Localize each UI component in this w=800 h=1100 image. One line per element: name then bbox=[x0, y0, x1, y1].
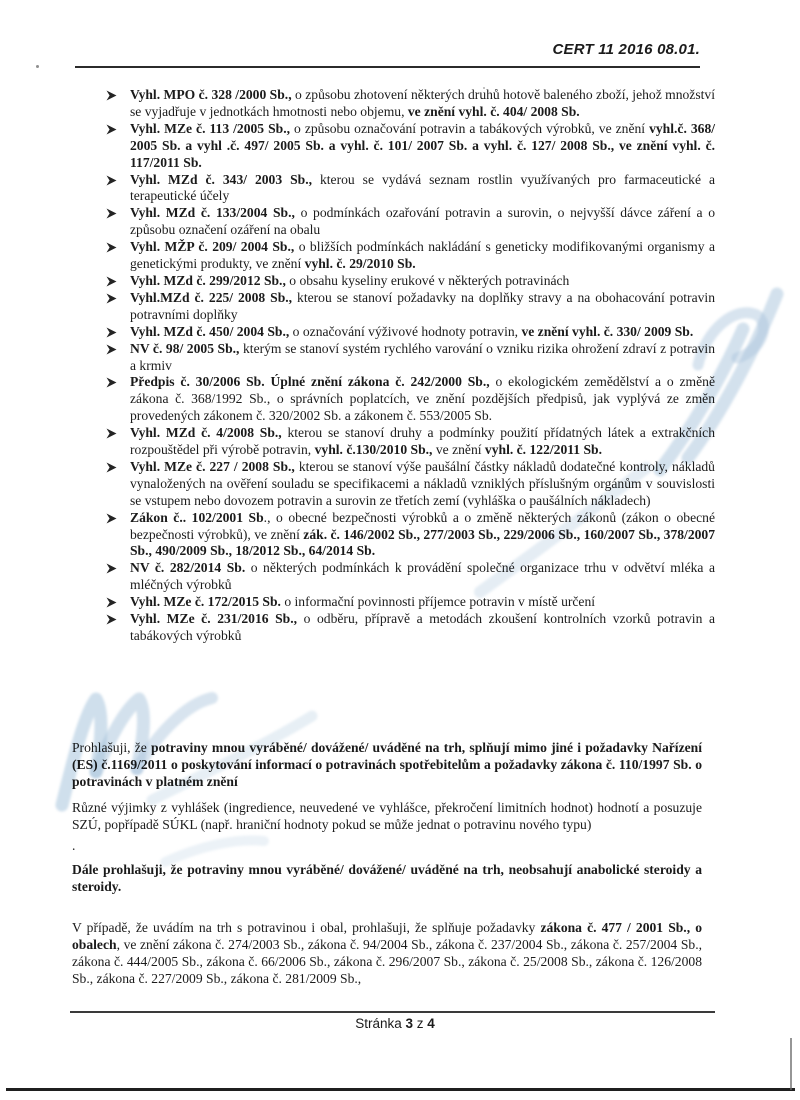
bullet-arrowhead-right-icon bbox=[106, 594, 130, 608]
text-segment: kterým se stanoví systém rychlého varování o vzniku rizika ohrožení zdraví z potravin a krmiv bbox=[130, 340, 715, 373]
regulation-list bbox=[106, 87, 715, 645]
bullet-arrowhead-right-icon bbox=[106, 510, 130, 524]
bold-text-segment: zák. č. 146/2002 Sb., 277/2003 Sb., 229/2006 Sb., 160/2007 Sb., 378/2007 Sb., 490/2009 Sb., 18/2012 Sb., 64/2014 Sb. bbox=[130, 526, 716, 559]
regulation-item bbox=[106, 459, 715, 510]
bullet-arrowhead-right-icon bbox=[106, 121, 130, 135]
bold-text-segment: Dále prohlašuji, že potraviny mnou vyráběné/ dovážené/ uváděné na trh, neobsahují anabolické steroidy a steroidy. bbox=[72, 862, 702, 895]
bold-text-segment: zákona č. 477 / 2001 Sb., o obalech bbox=[72, 920, 702, 953]
bold-text-segment: vyhl. č. 29/2010 Sb. bbox=[304, 256, 416, 272]
bold-text-segment: vyhl.č. 368/ 2005 Sb. a vyhl .č. 497/ 2005 Sb. a vyhl. č. 101/ 2007 Sb. a vyhl. č. 127/ 2008 Sb., ve znění vyhl. č. 117/2011 Sb. bbox=[130, 120, 716, 170]
text-segment: Prohlašuji, že bbox=[72, 740, 152, 755]
bold-text-segment: potraviny mnou vyráběné/ dovážené/ uváděné na trh, splňují mimo jiné i požadavky Nařízení (ES) č.1169/2011 o poskytování informací o potravinách spotřebitelům a požadavky zákona č. 110/1997 Sb. o potravinách v platném znění bbox=[72, 740, 702, 789]
regulation-text bbox=[130, 341, 715, 375]
declaration-paragraphs bbox=[72, 740, 702, 988]
text-segment: o ekologickém zemědělství a o změně zákona č. 368/1992 Sb., o správních poplatcích, ve znění pozdějších předpisů, jak vyplývá ze změn provedených zákonem č. 320/2002 Sb. a zákonem č. 553/2005 Sb. bbox=[130, 374, 715, 424]
bullet-arrowhead-right-icon bbox=[106, 459, 130, 473]
footer-total-pages: 4 bbox=[427, 1016, 435, 1031]
text-segment: o některých podmínkách k provádění společné organizace trhu v odvětví mléka a mléčných výrobků bbox=[130, 560, 715, 593]
regulation-text bbox=[130, 205, 715, 239]
regulation-text bbox=[130, 594, 715, 611]
header-divider bbox=[75, 66, 700, 68]
bullet-arrowhead-right-icon bbox=[106, 341, 130, 355]
regulation-item bbox=[106, 611, 715, 645]
text-segment: Různé výjimky z vyhlášek (ingredience, neuvedené ve vyhlášce, překročení limitních hodnot) hodnotí a posuzuje SZÚ, popřípadě SÚKL (např. hraniční hodnoty pokud se může jednat o potravinu nového typu) bbox=[72, 799, 702, 832]
regulation-item bbox=[106, 239, 715, 273]
regulation-item bbox=[106, 510, 715, 561]
page-number-label bbox=[0, 1016, 790, 1031]
regulation-text bbox=[130, 273, 715, 290]
bold-text-segment: ve znění vyhl. č. 330/ 2009 Sb. bbox=[521, 323, 694, 339]
text-segment: o odběru, přípravě a metodách zkoušení kontrolních vzorků potravin a tabákových výrobků bbox=[130, 611, 715, 643]
bold-text-segment: Vyhl. MŽP č. 209/ 2004 Sb., bbox=[130, 239, 295, 255]
bullet-arrowhead-right-icon bbox=[106, 172, 130, 186]
regulation-item bbox=[106, 87, 715, 121]
bullet-arrowhead-right-icon bbox=[106, 324, 130, 338]
bold-text-segment: Vyhl. MZd č. 343/ 2003 Sb., bbox=[130, 171, 313, 187]
regulation-text bbox=[130, 459, 715, 510]
bold-text-segment: Vyhl.MZd č. 225/ 2008 Sb., bbox=[130, 289, 293, 305]
text-segment: kterou se stanoví výše paušální částky nákladů dodatečné kontroly, nákladů vynaložených na ověření souladu se specifikacemi a nákladů vzniklých příslušným orgánům v souvislosti se vstupem nebo dovozem potravin a surovin ze třetích zemí (vyhláška o paušálních nákladech) bbox=[130, 458, 715, 508]
regulation-item bbox=[106, 172, 715, 206]
regulation-item bbox=[106, 205, 715, 239]
bold-text-segment: Vyhl. MZd č. 450/ 2004 Sb., bbox=[130, 323, 290, 339]
regulation-item bbox=[106, 324, 715, 341]
footer-separator: z bbox=[413, 1016, 428, 1031]
text-segment: kterou se stanoví požadavky na doplňky stravy a na obohacování potravin potravními doplňky bbox=[130, 289, 715, 322]
regulation-item bbox=[106, 374, 715, 425]
footer-divider bbox=[70, 1011, 715, 1013]
text-segment: V případě, že uvádím na trh s potravinou i obal, prohlašuji, že splňuje požadavky bbox=[72, 920, 541, 936]
declaration-paragraph bbox=[72, 838, 702, 855]
text-segment: kterou se stanoví druhy a podmínky použití přídatných látek a extrakčních rozpouštědel při výrobě potravin, bbox=[130, 425, 716, 458]
regulation-text bbox=[130, 290, 715, 324]
bullet-arrowhead-right-icon bbox=[106, 273, 130, 287]
bold-text-segment: NV č. 98/ 2005 Sb., bbox=[130, 340, 240, 356]
page-bottom-scan-edge bbox=[6, 1088, 795, 1091]
bold-text-segment: Vyhl. MZe č. 172/2015 Sb. bbox=[130, 594, 281, 610]
bold-text-segment: Vyhl. MZd č. 133/2004 Sb., bbox=[130, 205, 295, 221]
regulation-item bbox=[106, 121, 715, 172]
bold-text-segment: Vyhl. MPO č. 328 /2000 Sb., bbox=[130, 87, 292, 102]
bullet-arrowhead-right-icon bbox=[106, 611, 130, 625]
bold-text-segment: Vyhl. MZd č. 4/2008 Sb., bbox=[130, 425, 282, 441]
bullet-arrowhead-right-icon bbox=[106, 239, 130, 253]
text-segment: ve znění bbox=[432, 442, 485, 458]
regulation-text bbox=[130, 510, 715, 561]
bold-text-segment: Zákon č.. 102/2001 Sb bbox=[130, 509, 264, 525]
text-segment: o způsobu označování potravin a tabákových výrobků, ve znění bbox=[290, 120, 650, 136]
regulation-text bbox=[130, 611, 715, 645]
text-segment: ., o obecné bezpečnosti výrobků a o změně některých zákonů (zákon o obecné bezpečnosti výrobků), ve znění bbox=[130, 509, 715, 542]
declaration-paragraph bbox=[72, 740, 702, 791]
regulation-text bbox=[130, 239, 715, 273]
footer-prefix: Stránka bbox=[355, 1016, 406, 1031]
regulation-item bbox=[106, 290, 715, 324]
bold-text-segment: vyhl. č.130/2010 Sb., bbox=[314, 442, 433, 458]
bold-text-segment: Předpis č. 30/2006 Sb. Úplné znění zákona č. 242/2000 Sb., bbox=[130, 374, 490, 390]
text-segment: . bbox=[72, 837, 76, 853]
declaration-paragraph bbox=[72, 920, 702, 988]
text-segment: kterou se vydává seznam rostlin využívaných pro farmaceutické a terapeutické účely bbox=[130, 171, 715, 204]
regulation-text bbox=[130, 121, 715, 172]
page-right-scan-edge bbox=[790, 1038, 792, 1090]
bullet-arrowhead-right-icon bbox=[106, 560, 130, 574]
bold-text-segment: Vyhl. MZd č. 299/2012 Sb., bbox=[130, 272, 286, 288]
bold-text-segment: Vyhl. MZe č. 227 / 2008 Sb., bbox=[130, 458, 295, 474]
regulation-text bbox=[130, 172, 715, 206]
bold-text-segment: NV č. 282/2014 Sb. bbox=[130, 560, 246, 576]
bullet-arrowhead-right-icon bbox=[106, 205, 130, 219]
declaration-paragraph bbox=[72, 800, 702, 834]
bold-text-segment: vyhl. č. 122/2011 Sb. bbox=[484, 442, 603, 458]
declaration-paragraph bbox=[72, 862, 702, 896]
regulation-item bbox=[106, 425, 715, 459]
regulation-item bbox=[106, 560, 715, 594]
text-segment: o obsahu kyseliny erukové v některých potravinách bbox=[285, 272, 570, 288]
bold-text-segment: Vyhl. MZe č. 231/2016 Sb., bbox=[130, 611, 298, 627]
regulation-text bbox=[130, 374, 715, 425]
regulation-item bbox=[106, 273, 715, 290]
text-segment: o informační povinnosti příjemce potravin v místě určení bbox=[280, 594, 596, 610]
regulation-item bbox=[106, 341, 715, 375]
text-segment: o bližších podmínkách nakládání s geneticky modifikovanými organismy a genetickými produkty, ve znění bbox=[130, 239, 715, 272]
bullet-arrowhead-right-icon bbox=[106, 425, 130, 439]
text-segment: o označování výživové hodnoty potravin, bbox=[289, 323, 522, 339]
doc-code: CERT 11 2016 08.01. bbox=[552, 41, 700, 58]
regulation-text bbox=[130, 425, 715, 459]
regulation-text bbox=[130, 87, 715, 121]
bullet-arrowhead-right-icon bbox=[106, 87, 130, 101]
text-segment: o podmínkách ozařování potravin a surovin, o nejvyšší dávce záření a o způsobu označení ozáření na obalu bbox=[130, 205, 715, 238]
bullet-arrowhead-right-icon bbox=[106, 290, 130, 304]
regulation-item bbox=[106, 594, 715, 611]
bullet-arrowhead-right-icon bbox=[106, 374, 130, 388]
regulation-text bbox=[130, 560, 715, 594]
text-segment: o způsobu zhotovení některých druhů hotově baleného zboží, jehož množství se vyjadřuje v jednotkách hmotnosti nebo objemu, bbox=[130, 87, 715, 119]
footer-current-page: 3 bbox=[405, 1016, 413, 1031]
scan-speck bbox=[36, 65, 39, 68]
bold-text-segment: ve znění vyhl. č. 404/ 2008 Sb. bbox=[407, 103, 580, 119]
text-segment: , ve znění zákona č. 274/2003 Sb., zákona č. 94/2004 Sb., zákona č. 237/2004 Sb., zákona č. 257/2004 Sb., zákona č. 444/2005 Sb., zákona č. 66/2006 Sb., zákona č. 296/2007 Sb., zákona č. 25/2008 Sb., zákona č. 126/2008 Sb., zákona č. 227/2009 Sb., zákona č. 281/2009 Sb., bbox=[72, 937, 702, 986]
regulation-text bbox=[130, 324, 715, 341]
bold-text-segment: Vyhl. MZe č. 113 /2005 Sb., bbox=[130, 120, 291, 136]
